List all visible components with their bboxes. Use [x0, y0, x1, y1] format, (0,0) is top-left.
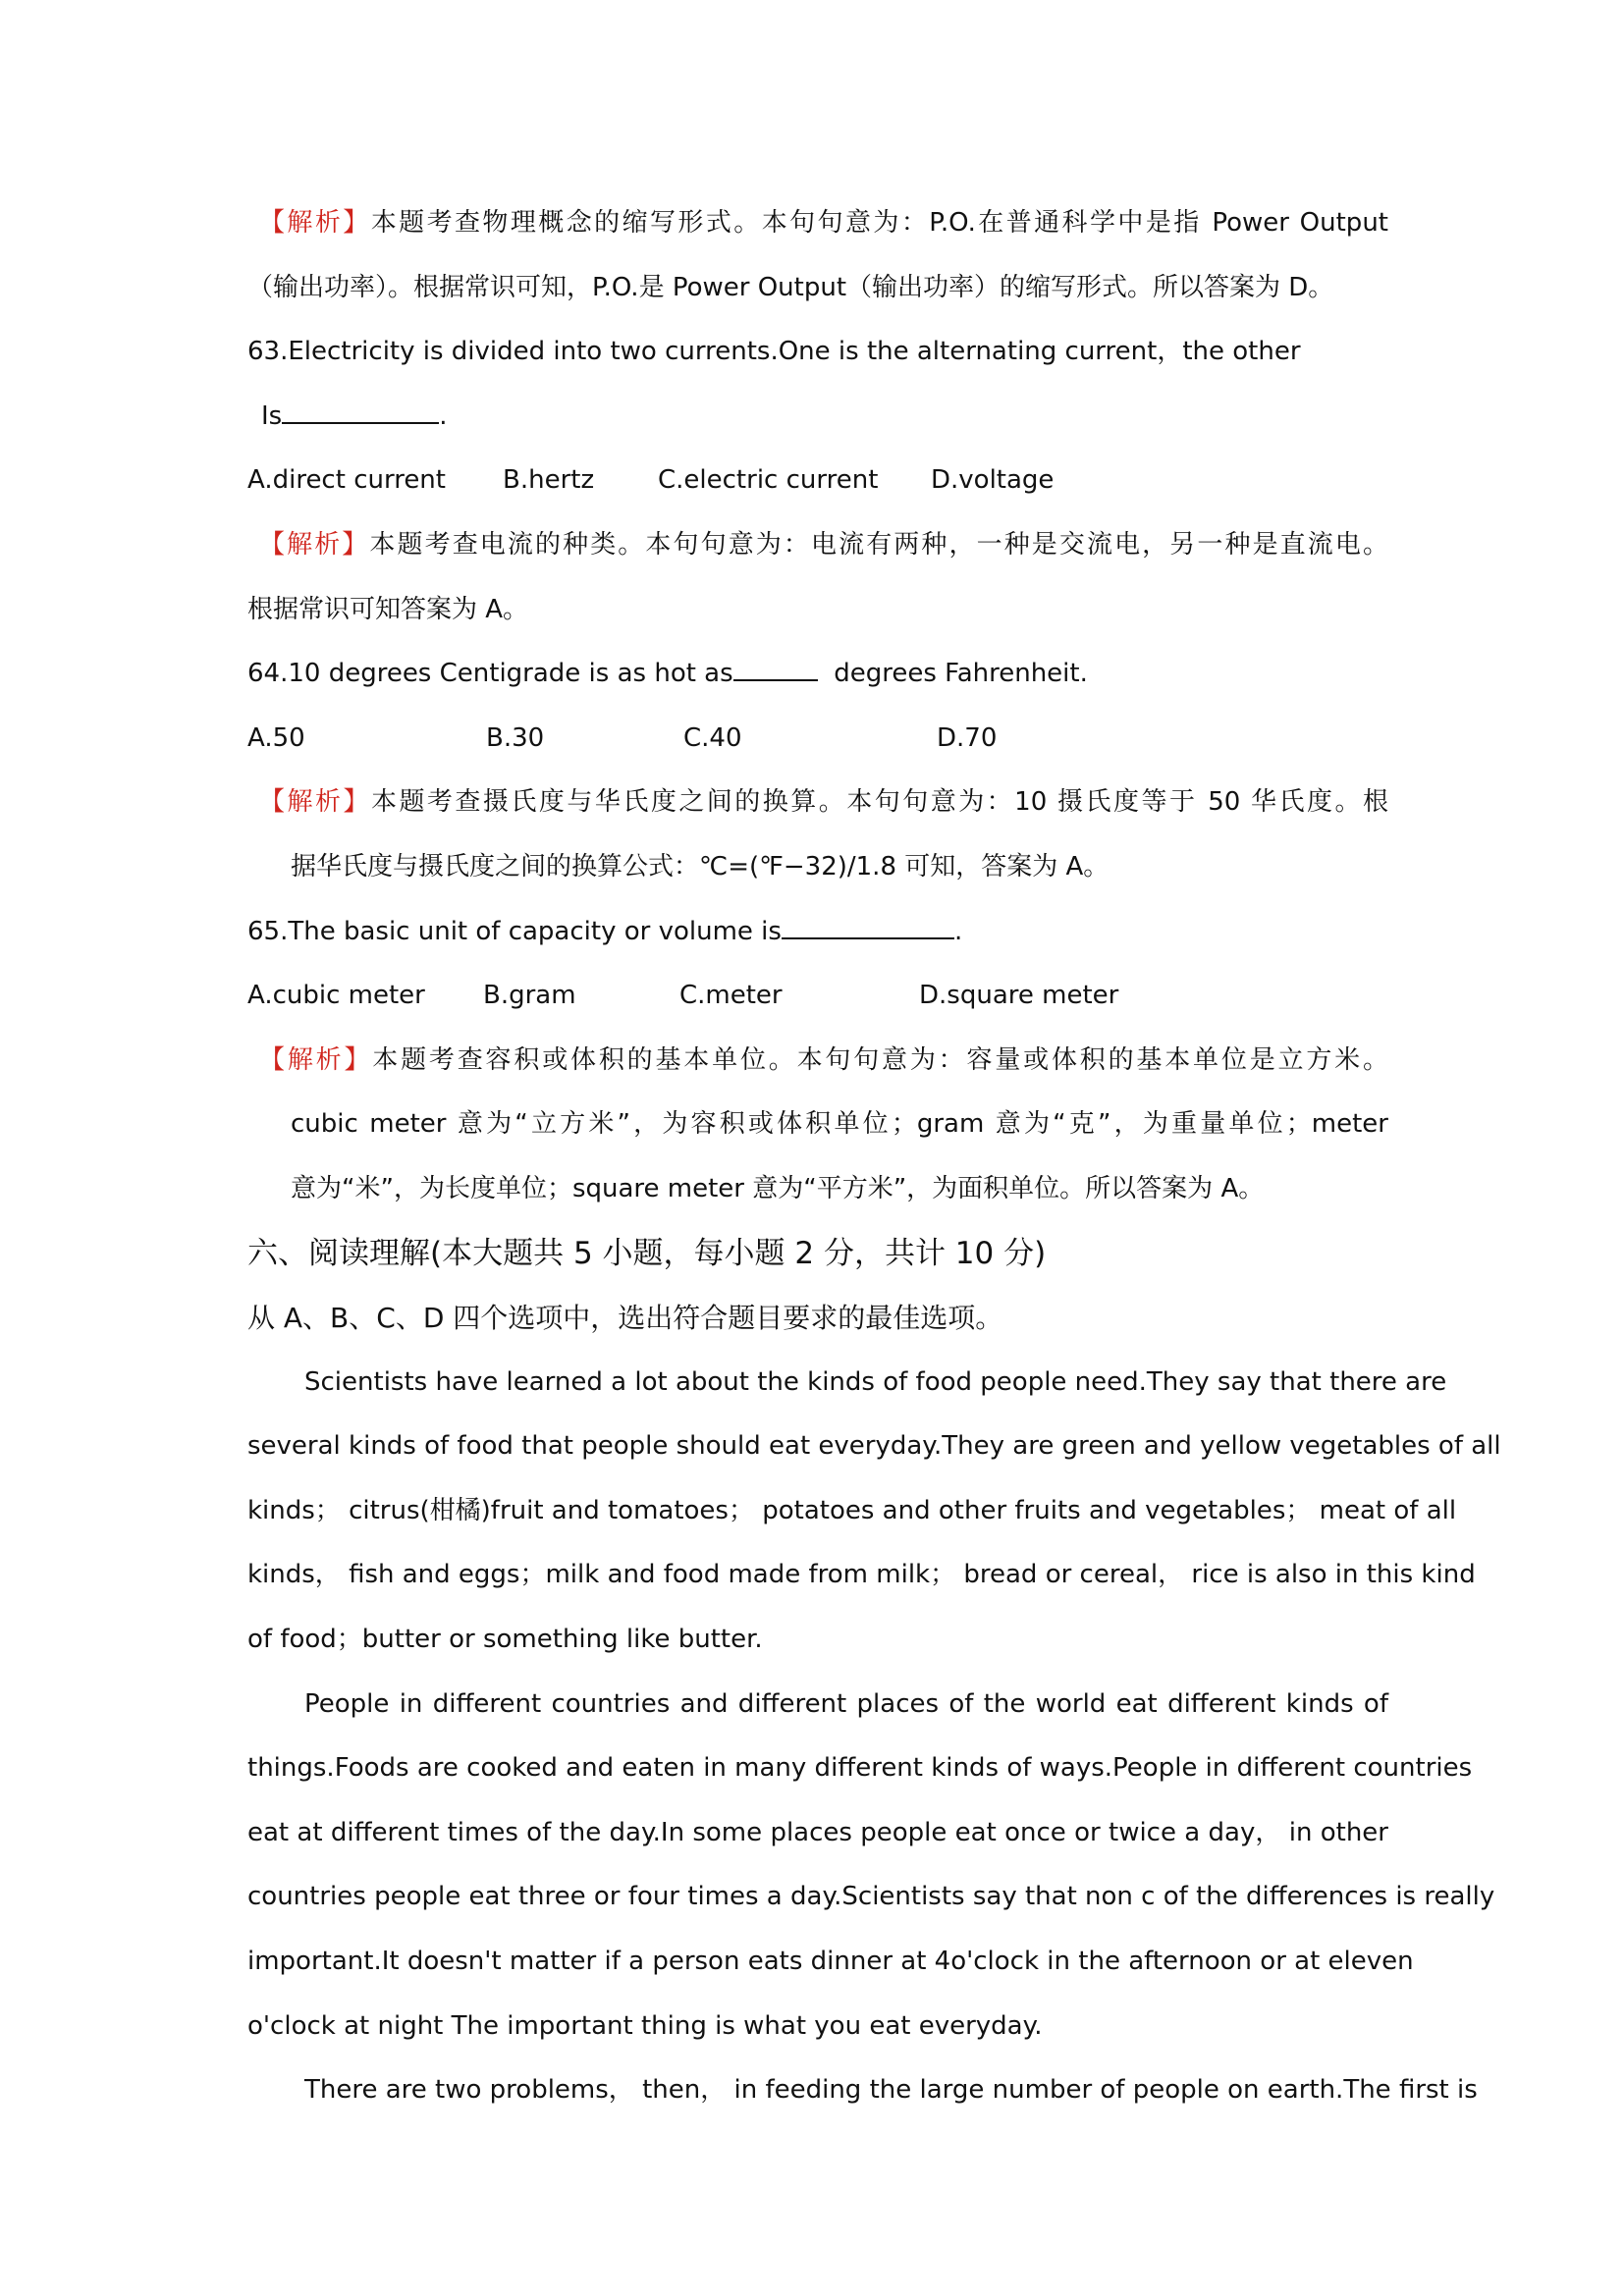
analysis-64-line-1: 【解析】本题考查摄氏度与华氏度之间的换算。本句句意为：10 摄氏度等于 50 华氏度。根 — [259, 787, 1388, 818]
passage-p2-line-6: o'clock at night The important thing is what you eat everyday. — [247, 2010, 1043, 2041]
passage-p1-line-3: kinds； citrus(柑橘)fruit and tomatoes； potatoes and other fruits and vegetables； meat of all — [247, 1495, 1457, 1525]
answer-blank — [782, 912, 954, 939]
passage-p1-line-2: several kinds of food that people should eat everyday.They are green and yellow vegetables of all — [247, 1431, 1501, 1462]
analysis-65-line-2: cubic meter 意为“立方米”，为容积或体积单位；gram 意为“克”，为重量单位；meter — [291, 1109, 1388, 1140]
option-d: D.70 — [937, 722, 998, 753]
option-a: A.cubic meter — [247, 981, 425, 1011]
option-d: D.voltage — [931, 465, 1055, 496]
option-c: C.electric current — [658, 465, 879, 496]
section-instruction: 从 A、B、C、D 四个选项中，选出符合题目要求的最佳选项。 — [247, 1302, 1003, 1335]
passage-p2-line-2: things.Foods are cooked and eaten in many different kinds of ways.People in different countries — [247, 1753, 1473, 1784]
passage-p2-line-1: People in different countries and different places of the world eat different kinds of — [304, 1688, 1388, 1719]
analysis-62-line-1: 【解析】本题考查物理概念的缩写形式。本句句意为：P.O.在普通科学中是指 Power Output — [259, 208, 1388, 238]
question-64: 64.10 degrees Centigrade is as hot as degrees Fahrenheit. — [247, 642, 1388, 707]
question-64-options — [247, 707, 1388, 772]
option-d: D.square meter — [919, 981, 1119, 1011]
analysis-65-line-3: 意为“米”，为长度单位；square meter 意为“平方米”，为面积单位。所以答案为 A。 — [291, 1173, 1265, 1203]
passage-p2-line-4: countries people eat three or four times a day.Scientists say that non c of the differences is really — [247, 1882, 1495, 1912]
option-a: A.50 — [247, 722, 305, 753]
option-b: B.gram — [483, 981, 576, 1011]
question-65: 65.The basic unit of capacity or volume is . — [247, 900, 1388, 965]
passage-p2-line-5: important.It doesn't matter if a person eats dinner at 4o'clock in the afternoon or at eleven — [247, 1947, 1414, 1977]
option-b: B.30 — [486, 722, 545, 753]
option-b: B.hertz — [503, 465, 595, 496]
analysis-63-line-1: 【解析】本题考查电流的种类。本句句意为：电流有两种，一种是交流电，另一种是直流电。 — [259, 529, 1388, 560]
option-c: C.meter — [679, 981, 783, 1011]
section-heading: 六、阅读理解(本大题共 5 小题，每小题 2 分，共计 10 分) — [247, 1235, 1047, 1271]
option-c: C.40 — [683, 722, 742, 753]
option-a: A.direct current — [247, 465, 446, 496]
passage-p1-line-5: of food；butter or something like butter. — [247, 1625, 763, 1655]
passage-p1-line-1: Scientists have learned a lot about the kinds of food people need.They say that there are — [304, 1366, 1447, 1397]
answer-blank — [733, 654, 818, 681]
question-65-options — [247, 964, 1388, 1029]
passage-p2-line-3: eat at different times of the day.In some places people eat once or twice a day， in other — [247, 1817, 1388, 1847]
analysis-64-line-2: 据华氏度与摄氏度之间的换算公式：℃=(℉−32)/1.8 可知，答案为 A。 — [291, 851, 1110, 881]
analysis-63-line-2: 根据常识可知答案为 A。 — [247, 594, 529, 624]
passage-p3-line-1: There are two problems， then， in feeding the large number of people on earth.The first is — [304, 2075, 1478, 2106]
question-63-options — [247, 449, 1388, 513]
answer-blank — [282, 397, 439, 424]
analysis-tag: 【解析】 — [259, 208, 371, 238]
analysis-65-line-1: 【解析】本题考查容积或体积的基本单位。本句句意为：容量或体积的基本单位是立方米。 — [259, 1044, 1388, 1075]
question-63-line-1: 63.Electricity is divided into two currents.One is the alternating current，the other — [247, 337, 1301, 367]
analysis-62-line-2: （输出功率）。根据常识可知，P.O.是 Power Output（输出功率）的缩写形式。所以答案为 D。 — [247, 272, 1334, 302]
passage-p1-line-4: kinds， fish and eggs；milk and food made from milk； bread or cereal， rice is also in this kind — [247, 1560, 1476, 1590]
document-page — [247, 191, 1501, 2123]
question-63-line-2: Is . — [247, 385, 1388, 450]
